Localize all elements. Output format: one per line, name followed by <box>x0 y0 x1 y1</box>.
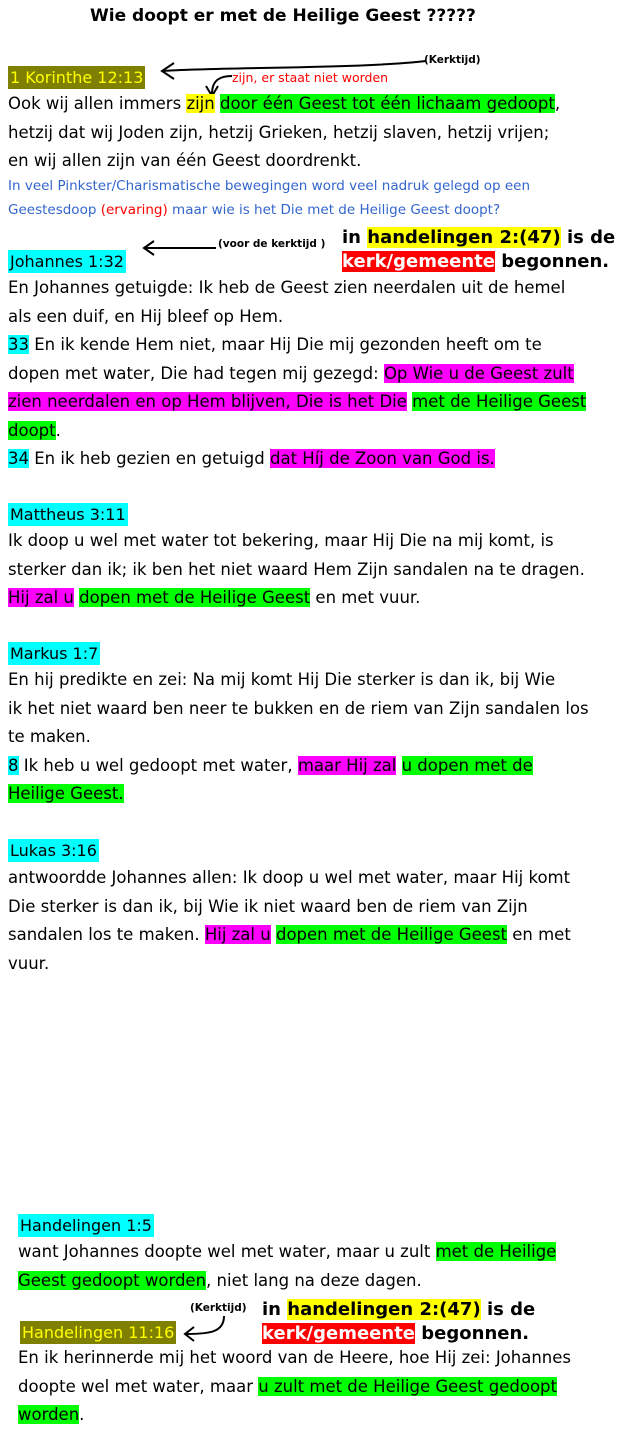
verse-markus: En hij predikte en zei: Na mij komt Hij Die sterker is dan ik, bij Wie ik het niet waard ben neer te bukken en de riem van Zijn sandalen los te maken. 8 Ik heb u wel gedoopt met water, maar Hij zal u dopen met de Heilige Geest. <box>8 670 589 803</box>
note-voor-kerktijd: (voor de kerktijd ) <box>218 238 326 250</box>
callout-church-began-2: in handelingen 2:(47) is de kerk/gemeente begonnen. <box>262 1299 536 1344</box>
verse-lukas: antwoordde Johannes allen: Ik doop u wel met water, maar Hij komt Die sterker is dan ik, bij Wie ik niet waard ben de riem van Zijn sandalen los te maken. Hij zal u dopen met de Heilige Geest en met vuur. <box>8 868 571 973</box>
ref-lukas-3-16: Lukas 3:16 <box>10 841 97 860</box>
ref-handelingen-1-5: Handelingen 1:5 <box>20 1216 152 1235</box>
note-zijn-niet-worden: zijn, er staat niet worden <box>232 70 389 85</box>
note-kerktijd-2: (Kerktijd) <box>190 1302 247 1314</box>
ref-mattheus-3-11: Mattheus 3:11 <box>10 505 126 524</box>
ref-1-korinthe-12-13: 1 Korinthe 12:13 <box>10 68 144 87</box>
arrow-left-icon <box>140 238 220 258</box>
commentary-note: In veel Pinkster/Charismatische bewegingen word veel nadruk gelegd op een Geestesdoop (ervaring) maar wie is het Die met de Heilige Geest doopt? <box>8 178 531 218</box>
verse-1-korinthe: Ook wij allen immers zijn door één Geest tot één lichaam gedoopt, hetzij dat wij Joden zijn, hetzij Grieken, hetzij slaven, hetzij vrijen; en wij allen zijn van één Geest doordrenkt. <box>8 94 561 170</box>
ref-handelingen-11-16: Handelingen 11:16 <box>22 1323 175 1342</box>
verse-handelingen-1-5: want Johannes doopte wel met water, maar u zult met de Heilige Geest gedoopt worden, niet lang na deze dagen. <box>18 1242 557 1290</box>
verse-mattheus: Ik doop u wel met water tot bekering, maar Hij Die na mij komt, is sterker dan ik; ik ben het niet waard Hem Zijn sandalen na te dragen. Hij zal u dopen met de Heilige Geest en met vuur. <box>8 531 585 607</box>
verse-handelingen-11-16: En ik herinnerde mij het woord van de Heere, hoe Hij zei: Johannes doopte wel met water, maar u zult met de Heilige Geest gedoopt worden. <box>18 1348 572 1424</box>
ref-markus-1-7: Markus 1:7 <box>10 644 99 663</box>
callout-church-began: in handelingen 2:(47) is de kerk/gemeente begonnen. <box>342 227 616 272</box>
note-kerktijd: (Kerktijd) <box>424 54 481 66</box>
page-title: Wie doopt er met de Heilige Geest ????? <box>90 6 476 26</box>
verse-johannes: En Johannes getuigde: Ik heb de Geest zien neerdalen uit de hemel als een duif, en Hij bleef op Hem. 33 En ik kende Hem niet, maar Hij Die mij gezonden heeft om te dopen met water, Die had tegen mij gezegd: Op Wie u de Geest zult zien neerdalen en op Hem blijven, Die is het Die met de Heilige Geest doopt. 34 En ik heb gezien en getuigd dat Híj de Zoon van God is. <box>8 278 587 468</box>
ref-johannes-1-32: Johannes 1:32 <box>10 252 124 271</box>
curved-arrow-left-icon <box>180 1314 230 1344</box>
